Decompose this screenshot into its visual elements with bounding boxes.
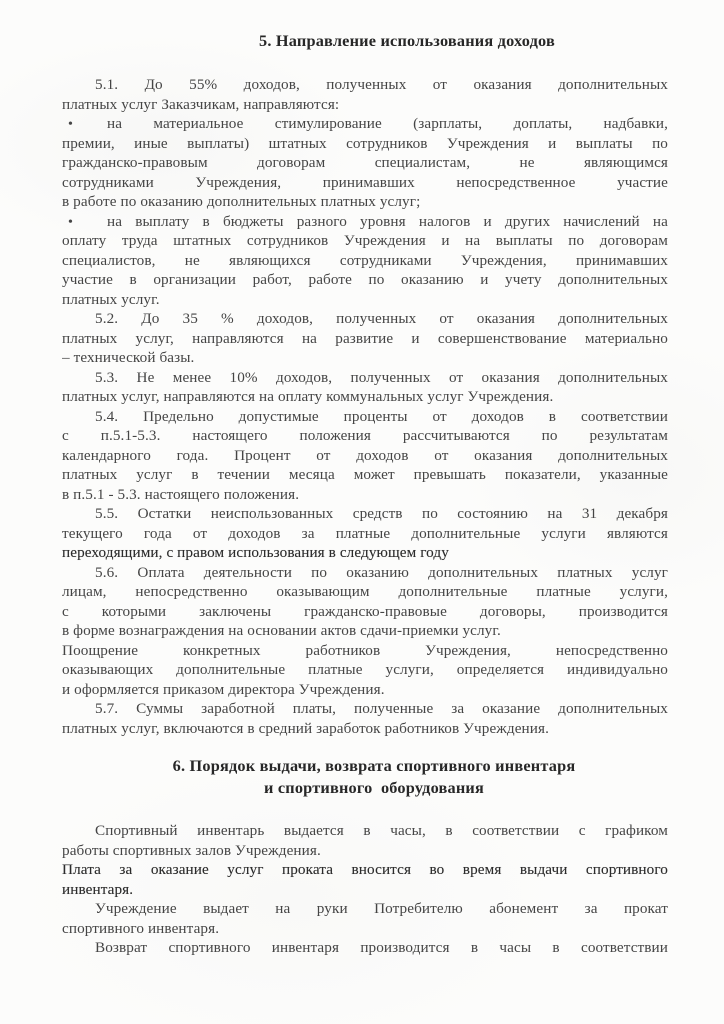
line-text: на выплату в бюджеты разного уровня налогов и других начислений на [107,212,668,230]
text-line [62,368,668,388]
line-text: Учреждение выдает на руки Потребителю абонемент за прокат [95,900,668,917]
text-line [62,621,668,641]
line-text: – технической базы. [62,349,195,366]
section-body [62,75,668,738]
line-text: гражданско-правовым договорам специалистам, не являющимся [62,154,668,171]
line-text: инвентаря. [62,880,134,898]
text-line [62,173,668,193]
text-line [62,641,668,661]
line-text: участие в организации работ, работе по оказанию и учету дополнительных [62,271,668,288]
text-line [62,95,668,115]
section-body [62,821,668,958]
section-heading-line: и спортивного оборудования [263,778,485,797]
line-text: на материальное стимулирование (зарплаты, доплаты, надбавки, [107,115,668,132]
text-line [62,270,668,290]
section-2 [62,755,668,958]
text-line [62,309,668,329]
paragraph-indent [62,951,95,952]
line-text: платных услуг, направляются на развитие и совершенствование материально [62,329,668,347]
paragraph-indent [62,420,95,421]
paragraph-indent [62,834,95,835]
line-text: сотрудниками Учреждения, принимавших непосредственное участие [62,173,668,191]
text-line [62,524,668,544]
paragraph-indent [62,322,95,323]
text-line [62,75,668,95]
text-line [62,699,668,719]
paragraph-indent [62,381,95,382]
text-line [62,114,668,134]
text-line [62,387,668,407]
text-line [62,602,668,622]
line-text: 5.3. Не менее 10% доходов, полученных от оказания дополнительных [95,368,668,386]
text-line [62,938,668,958]
text-line [62,348,668,368]
text-line [62,660,668,680]
line-text: календарного года. Процент от доходов от оказания дополнительных [62,446,668,464]
text-line [62,465,668,485]
line-text: 5.4. Предельно допустимые проценты от доходов в соответствии [95,407,668,425]
text-line [62,821,668,841]
paragraph-indent [62,712,95,713]
line-text: Спортивный инвентарь выдается в часы, в соответствии с графиком [95,822,668,839]
line-text: платных услуг. [62,290,160,308]
line-text: лицам, непосредственно оказывающим дополнительные платные услуги, [62,583,668,600]
section-1 [62,30,668,738]
line-text: премии, иные выплаты) штатных сотрудников Учреждения и выплаты по [62,134,668,152]
text-line [62,719,668,739]
section-heading [104,30,710,52]
text-line [62,329,668,349]
text-line [62,407,668,427]
text-line [62,880,668,900]
line-text: 5.6. Оплата деятельности по оказанию дополнительных платных услуг [95,563,668,581]
line-text: оплату труда штатных сотрудников Учреждения и на выплаты по договорам [62,232,668,249]
bullet-icon: • [68,214,74,230]
line-text: текущего года от доходов за платные дополнительные услуги являются [62,524,668,542]
text-line [62,485,668,505]
text-line [62,212,668,232]
section-heading-line: 5. Направление использования доходов [259,31,555,50]
text-line [62,426,668,446]
line-text: платных услуг в течении месяца может превышать показатели, указанные [62,466,668,483]
section-heading [71,755,677,799]
line-text: Возврат спортивного инвентаря производится в часы в соответствии [95,939,668,956]
paragraph-indent [62,576,95,577]
text-line [62,153,668,173]
line-text: с которыми заключены гражданско-правовые договоры, производится [62,602,668,620]
line-text: платных услуг Заказчикам, направляются: [62,95,340,113]
line-text: в работе по оказанию дополнительных платных услуг; [62,193,421,210]
line-text: платных услуг, включаются в средний заработок работников Учреждения. [62,719,549,737]
line-text: 5.7. Суммы заработной платы, полученные за оказание дополнительных [95,700,668,717]
text-line [62,919,668,939]
section-heading-line: 6. Порядок выдачи, возврата спортивного инвентаря [172,756,576,775]
bullet-icon: • [68,117,74,132]
line-text: 5.5. Остатки неиспользованных средств по состоянию на 31 декабря [95,505,668,522]
text-line [62,192,668,212]
line-text: в п.5.1 - 5.3. настоящего положения. [62,485,300,503]
line-text: и оформляется приказом директора Учреждения. [62,680,385,698]
text-line [62,543,668,563]
line-text: 5.2. До 35 % доходов, полученных от оказания дополнительных [95,310,668,327]
paragraph-indent [62,88,95,89]
line-text: 5.1. До 55% доходов, полученных от оказания дополнительных [95,76,668,93]
line-text: спортивного инвентаря. [62,919,220,937]
text-line [62,680,668,700]
line-text: Плата за оказание услуг проката вносится во время выдачи спортивного [62,861,668,878]
line-text: специалистов, не являющихся сотрудниками Учреждения, принимавших [62,251,668,269]
text-line [62,582,668,602]
line-text: в форме вознаграждения на основании актов сдачи-приемки услуг. [62,622,501,639]
text-line [62,899,668,919]
line-text: Поощрение конкретных работников Учреждения, непосредственно [62,641,668,659]
text-line [62,446,668,466]
line-text: переходящими, с правом использования в следующем году [62,544,449,561]
document-body [62,30,668,958]
line-text: оказывающих дополнительные платные услуги, определяется индивидуально [62,661,668,678]
line-text: с п.5.1-5.3. настоящего положения рассчитываются по результатам [62,427,668,444]
line-text: платных услуг, направляются на оплату коммунальных услуг Учреждения. [62,388,554,405]
paragraph-indent [62,517,95,518]
text-line [62,860,668,880]
paragraph-indent [62,912,95,913]
line-text: работы спортивных залов Учреждения. [62,841,321,859]
text-line [62,134,668,154]
text-line [62,231,668,251]
text-line [62,290,668,310]
text-line [62,841,668,861]
text-line [62,563,668,583]
text-line [62,504,668,524]
text-line [62,251,668,271]
